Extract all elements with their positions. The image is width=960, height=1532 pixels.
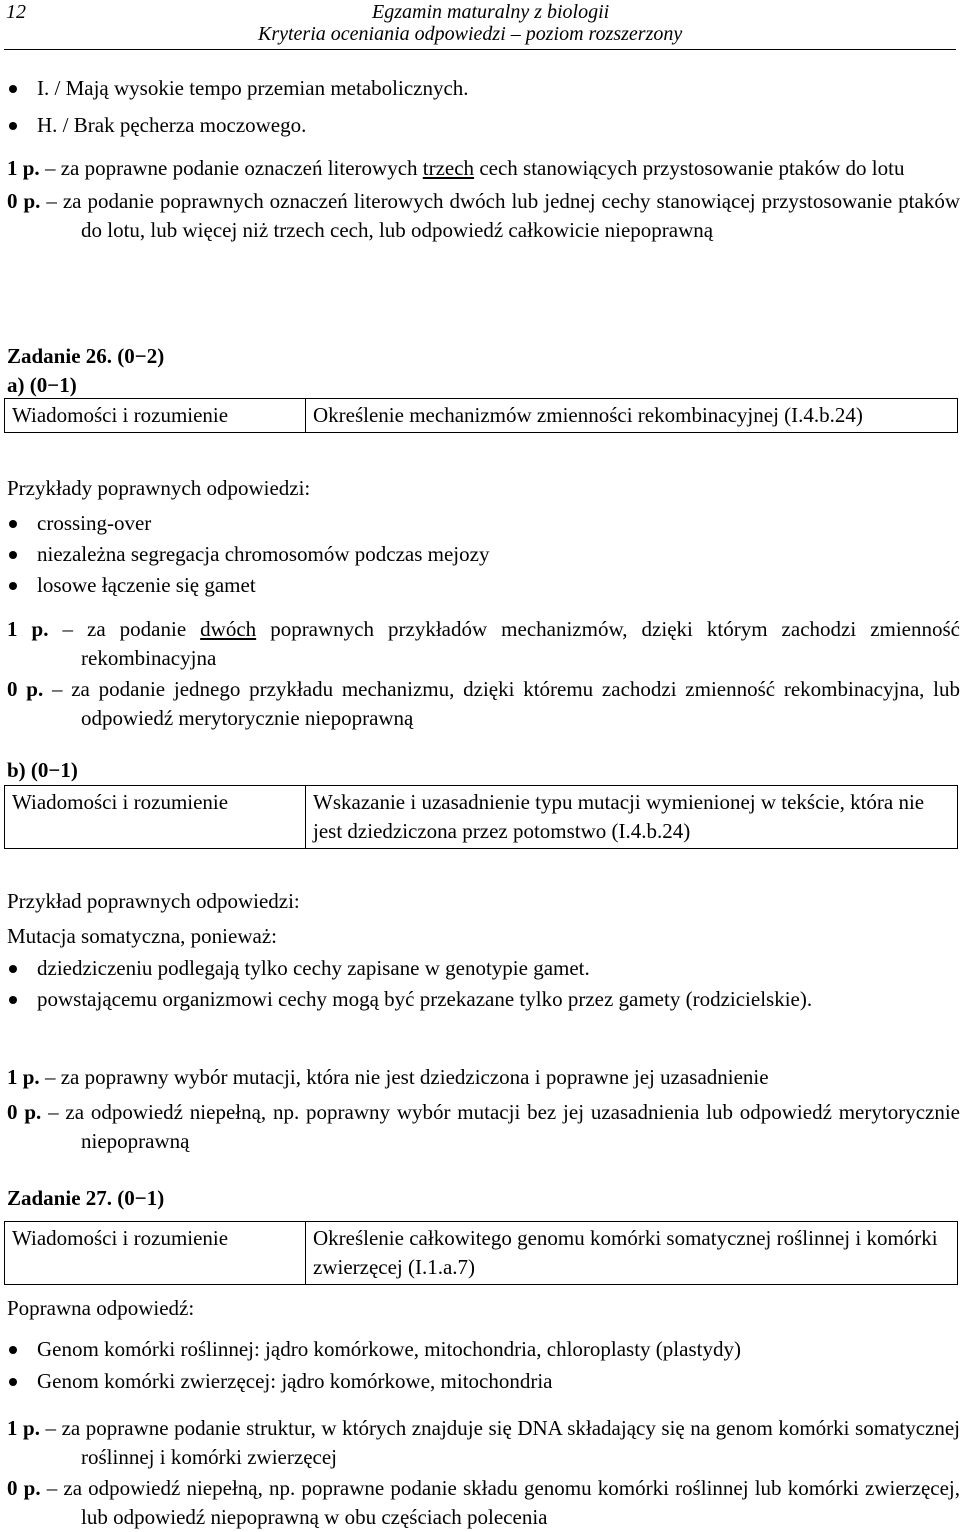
bullet-icon: [9, 965, 17, 973]
criteria-description: Określenie całkowitego genomu komórki somatycznej roślinnej i komórki zwierzęcej (I.1.a.7): [306, 1222, 958, 1285]
bullet-icon: [9, 551, 17, 559]
task-26b: [0, 756, 960, 785]
list-item: Genom komórki zwierzęcej: jądro komórkowe, mitochondria: [0, 1367, 960, 1399]
scoring-rule: 1 p. – za poprawne podanie oznaczeń literowych trzech cech stanowiących przystosowanie ptaków do lotu: [7, 156, 905, 180]
scoring-rule: 1 p. – za poprawne podanie struktur, w których znajduje się DNA składający się na genom komórki somatycznej roślinnej i komórki zwierzęcej: [7, 1416, 960, 1469]
top-bullet-list: [0, 74, 960, 148]
criteria-description: Określenie mechanizmów zmienności rekombinacyjnej (I.4.b.24): [306, 399, 958, 433]
page-header: [0, 0, 960, 50]
scoring-rule: 0 p. – za odpowiedź niepełną, np. poprawne podanie składu genomu komórki roślinnej lub komórki zwierzęcej, lub odpowiedź niepoprawną w obu częściach polecenia: [7, 1476, 960, 1529]
criteria-table: [4, 1221, 958, 1285]
task-26a-scoring: [0, 615, 960, 733]
header-subtitle: Kryteria oceniania odpowiedzi – poziom rozszerzony: [258, 23, 683, 45]
examples-label: Przykłady poprawnych odpowiedzi:: [7, 476, 311, 500]
bullet-icon: [9, 122, 17, 130]
scoring-rule: 1 p. – za podanie dwóch poprawnych przykładów mechanizmów, dzięki którym zachodzi zmienność rekombinacyjna: [7, 617, 960, 670]
task-27-answer: [0, 1294, 960, 1399]
list-item: H. / Brak pęcherza moczowego.: [0, 111, 960, 148]
list-item: crossing-over: [0, 509, 960, 540]
scoring-rule: 0 p. – za podanie jednego przykładu mechanizmu, dzięki któremu zachodzi zmienność rekombinacyjna, lub odpowiedź merytorycznie niepoprawną: [7, 677, 960, 730]
bullet-icon: [9, 1378, 17, 1386]
answer-intro: Mutacja somatyczna, ponieważ:: [7, 924, 277, 948]
task-heading: Zadanie 27. (0−1): [7, 1186, 165, 1210]
top-scoring: [0, 154, 960, 245]
list-item: losowe łączenie się gamet: [0, 571, 960, 602]
criteria-area: Wiadomości i rozumienie: [5, 786, 306, 849]
header-rule: [4, 49, 956, 50]
task-26a-examples: [0, 474, 960, 602]
example-label: Przykład poprawnych odpowiedzi:: [7, 889, 300, 913]
criteria-area: Wiadomości i rozumienie: [5, 399, 306, 433]
answer-label: Poprawna odpowiedź:: [7, 1296, 195, 1320]
criteria-description: Wskazanie i uzasadnienie typu mutacji wymienionej w tekście, która nie jest dziedziczona przez potomstwo (I.4.b.24): [306, 786, 958, 849]
bullet-icon: [9, 85, 17, 93]
list-item: niezależna segregacja chromosomów podczas mejozy: [0, 540, 960, 571]
header-title: Egzamin maturalny z biologii: [372, 1, 610, 23]
scoring-rule: 0 p. – za podanie poprawnych oznaczeń literowych dwóch lub jednej cechy stanowiącej przystosowanie ptaków do lotu, lub więcej niż trzech cech, lub odpowiedź całkowicie niepoprawną: [7, 189, 960, 242]
criteria-table: [4, 398, 958, 433]
scoring-rule: 0 p. – za odpowiedź niepełną, np. poprawny wybór mutacji bez jej uzasadnienia lub odpowiedź merytorycznie niepoprawną: [7, 1100, 960, 1153]
list-item: I. / Mają wysokie tempo przemian metabolicznych.: [0, 74, 960, 111]
task-27: [0, 1184, 960, 1213]
criteria-table: [4, 785, 958, 849]
bullet-icon: [9, 520, 17, 528]
page-number: 12: [6, 1, 26, 23]
scoring-rule: 1 p. – za poprawny wybór mutacji, która nie jest dziedziczona i poprawne jej uzasadnienie: [7, 1065, 769, 1089]
bullet-icon: [9, 996, 17, 1004]
task-26b-answer: [0, 887, 960, 1014]
list-item: Genom komórki roślinnej: jądro komórkowe, mitochondria, chloroplasty (plastydy): [0, 1335, 960, 1367]
task-heading: Zadanie 26. (0−2): [7, 344, 165, 368]
task-27-scoring: [0, 1414, 960, 1532]
list-item: powstającemu organizmowi cechy mogą być przekazane tylko przez gamety (rodzicielskie).: [0, 985, 960, 1014]
subtask-heading: a) (0−1): [7, 373, 77, 397]
task-26b-scoring: [0, 1063, 960, 1156]
list-item: dziedziczeniu podlegają tylko cechy zapisane w genotypie gamet.: [0, 954, 960, 983]
task-26: [0, 342, 960, 400]
subtask-heading: b) (0−1): [7, 758, 78, 782]
bullet-icon: [9, 1346, 17, 1354]
bullet-icon: [9, 582, 17, 590]
criteria-area: Wiadomości i rozumienie: [5, 1222, 306, 1285]
